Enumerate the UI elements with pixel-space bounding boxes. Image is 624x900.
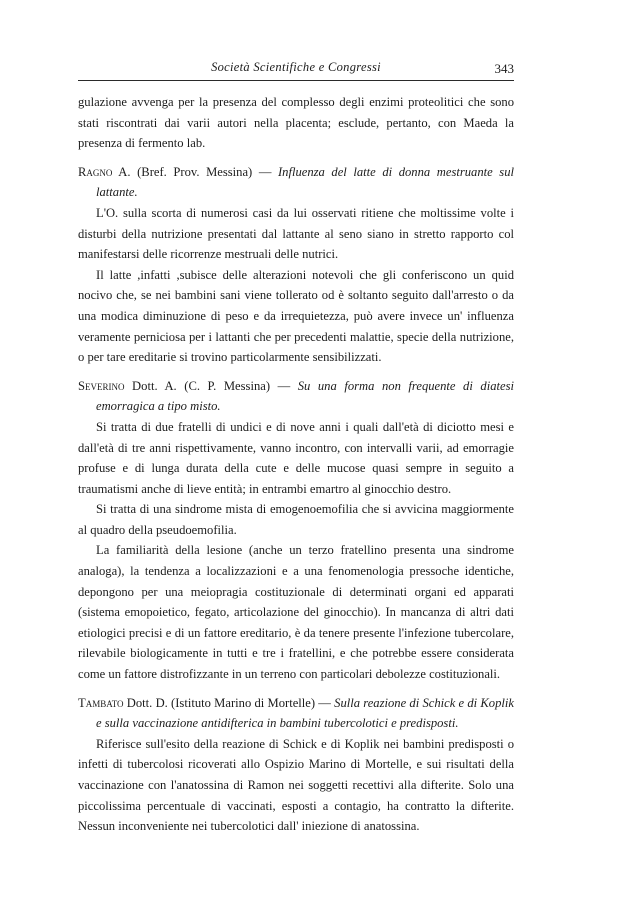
entry-affiliation: A. (Bref. Prov. Messina) — — [112, 164, 278, 179]
running-head: Società Scientifiche e Congressi — [211, 60, 381, 74]
entry-heading-tambato — [78, 693, 514, 734]
entry-paragraph: Riferisce sull'esito della reazione di Schick e di Koplik nei bambini predisposti o infetti di tubercolosi ricoverati allo Ospizio Marino di Mortelle, e sui risultati della vaccinazione con l'anatossina di Ramon nei soggetti recettivi alla difterite. Solo una piccolissima percentuale di vaccinati, esposti a contagio, ha contratto la difterite. Nessun inconveniente nei tubercolotici dall' iniezione di anatossina. — [78, 736, 514, 834]
entry-title: Influenza del latte di donna mestruante sul lattante. — [96, 164, 514, 200]
entry-author: Severino — [78, 378, 125, 393]
entry-affiliation: Dott. A. (C. P. Messina) — — [124, 378, 298, 393]
entry-paragraph: La familiarità della lesione (anche un terzo fratellino presenta una sindrome analoga), la tendenza a localizzazioni e a una fenomenologia pressoche identiche, depongono per una meiopragia costituzionale di determinati organi ed apparati (sistema emopoietico, fegato, articolazione del ginocchio). In mancanza di altri dati etiologici precisi e di un fattore ereditario, è da tenere presente l'infezione tubercolare, rilevabile biologicamente in tutti e tre i fratellini, e che potrebbe essere considerata come un fattore distrofizzante in un terreno con particolari debolezze costituzionali. — [78, 543, 514, 682]
page-number: 343 — [494, 61, 514, 76]
entry-heading-severino — [78, 376, 514, 417]
entry-affiliation: Dott. D. (Istituto Marino di Mortelle) — — [123, 695, 335, 710]
article-body — [78, 92, 514, 837]
entry-paragraph: L'O. sulla scorta di numerosi casi da lui osservati ritiene che moltissime volte i disturbi della nutrizione presentati dal lattante al seno siano in stretto rapporto col manifestarsi delle ricorrenze mestruali delle nutrici. — [78, 205, 514, 262]
entry-author: Ragno — [78, 164, 113, 179]
entry-author: Tambato — [78, 695, 124, 710]
entry-paragraph: Si tratta di una sindrome mista di emogenoemofilia che si avvicina maggiormente al quadro della pseudoemofilia. — [78, 502, 514, 537]
entry-title: Su una forma non frequente di diatesi emorragica a tipo misto. — [96, 378, 514, 414]
page-header — [78, 58, 514, 81]
entry-paragraph: Il latte ,infatti ,subisce delle alterazioni notevoli che gli conferiscono un quid nocivo che, se nei bambini sani viene tollerato od è soltanto seguito dall'arresto o da una modica diminuzione di peso e da irrequietezza, può avere invece un' influenza veramente perniciosa per i lattanti che per precedenti malattie, specie della nutrizione, o per tare ereditarie si trovino particolarmente sensibilizzati. — [78, 267, 514, 365]
entry-heading-ragno — [78, 162, 514, 203]
entry-title: Sulla reazione di Schick e di Koplik e sulla vaccinazione antidifterica in bambini tubercolotici e predisposti. — [96, 695, 514, 731]
entry-paragraph: Si tratta di due fratelli di undici e di nove anni i quali dall'età di diciotto mesi e dall'età di tre anni rispettivamente, vanno incontro, con intervalli varii, ad emorragie profuse e di lunga durata della cute e delle mucose quasi sempre in seguito a traumatismi anche di lieve entità; in entrambi emartro al ginocchio destro. — [78, 419, 514, 496]
continuation-paragraph: gulazione avvenga per la presenza del complesso degli enzimi proteolitici che sono stati riscontrati dai varii autori nella placenta; esclude, pertanto, con Maeda la presenza di fermento lab. — [78, 95, 514, 151]
